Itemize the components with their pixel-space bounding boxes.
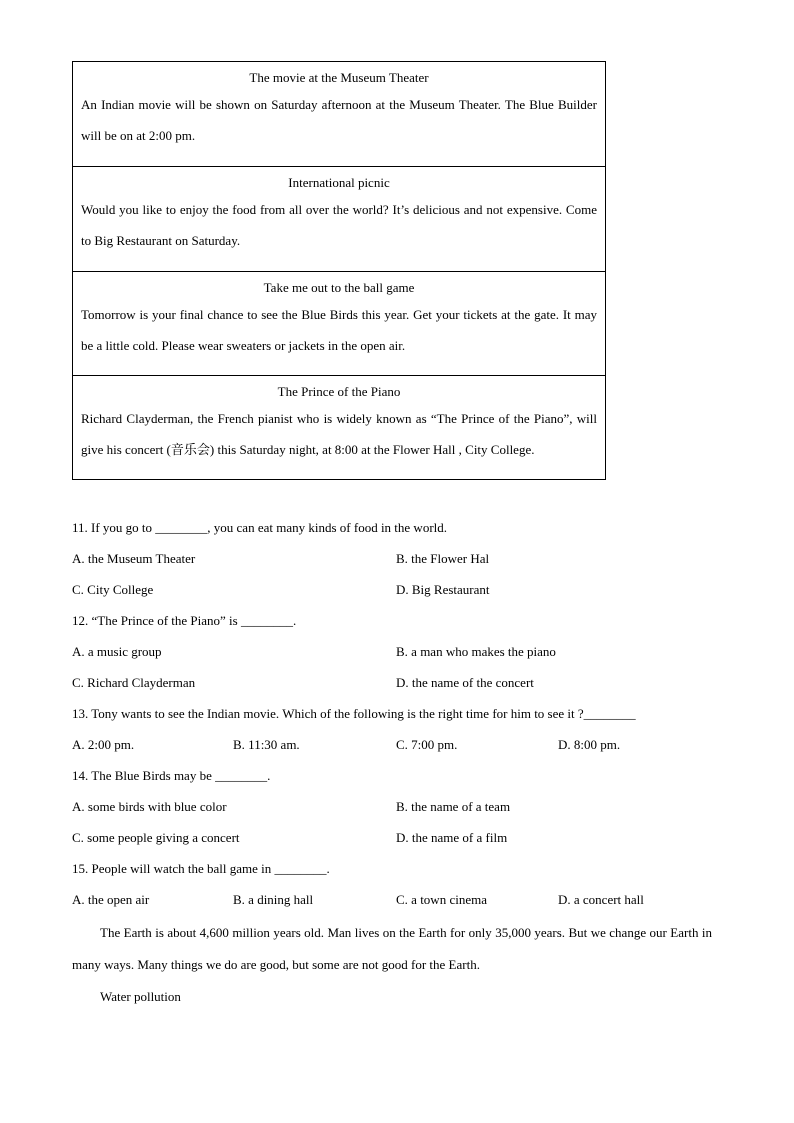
option-row: [72, 791, 712, 822]
option-b[interactable]: B. 11:30 am.: [233, 737, 300, 752]
notice-movie: [73, 62, 605, 166]
question-stem: 11. If you go to ________, you can eat many kinds of food in the world.: [72, 520, 448, 535]
option-c[interactable]: C. some people giving a concert: [72, 830, 240, 845]
option-b[interactable]: B. a dining hall: [233, 892, 314, 907]
option-b[interactable]: B. the name of a team: [396, 799, 511, 814]
notice-table: [72, 61, 606, 480]
notice-picnic: [73, 166, 605, 271]
option-a[interactable]: A. some birds with blue color: [72, 799, 227, 814]
notice-piano: [73, 375, 605, 479]
notice-body: Tomorrow is your final chance to see the Blue Birds this year. Get your tickets at the gate. It may be a little cold. Please wear sweaters or jackets in the open air.: [81, 307, 597, 353]
question-stem: 12. “The Prince of the Piano” is ________.: [72, 613, 297, 628]
option-c[interactable]: C. a town cinema: [396, 892, 487, 907]
passage-paragraph: The Earth is about 4,600 million years old. Man lives on the Earth for only 35,000 years. But we change our Earth in many ways. Many things we do are good, but some are not good for the Earth.: [72, 925, 712, 972]
option-d[interactable]: D. a concert hall: [558, 892, 644, 907]
notice-ball-game: [73, 271, 605, 375]
notice-body: Would you like to enjoy the food from all over the world? It’s delicious and not expensive. Come to Big Restaurant on Saturday.: [81, 202, 597, 248]
reading-passage: [72, 917, 712, 1013]
option-c[interactable]: C. City College: [72, 582, 154, 597]
option-row: [72, 667, 712, 698]
notice-title: The movie at the Museum Theater: [249, 70, 429, 85]
option-b[interactable]: B. the Flower Hal: [396, 551, 490, 566]
option-a[interactable]: A. 2:00 pm.: [72, 737, 135, 752]
option-row: [72, 543, 712, 574]
passage-subheading: Water pollution: [100, 989, 181, 1004]
option-c[interactable]: C. Richard Clayderman: [72, 675, 196, 690]
question-stem: 15. People will watch the ball game in ________.: [72, 861, 330, 876]
option-d[interactable]: D. the name of a film: [396, 830, 508, 845]
option-row: [72, 884, 712, 915]
option-row: [72, 636, 712, 667]
option-c[interactable]: C. 7:00 pm.: [396, 737, 458, 752]
question-stem: 13. Tony wants to see the Indian movie. Which of the following is the right time for him to see it ?________: [72, 706, 636, 721]
option-row: [72, 729, 712, 760]
notice-body: Richard Clayderman, the French pianist who is widely known as “The Prince of the Piano”, will give his concert (音乐会) this Saturday night, at 8:00 at the Flower Hall , City College.: [81, 411, 597, 457]
notice-title: The Prince of the Piano: [277, 384, 401, 399]
option-row: [72, 574, 712, 605]
question-list: [72, 512, 712, 915]
option-b[interactable]: B. a man who makes the piano: [396, 644, 556, 659]
option-a[interactable]: A. the Museum Theater: [72, 551, 196, 566]
question-stem: 14. The Blue Birds may be ________.: [72, 768, 271, 783]
option-d[interactable]: D. the name of the concert: [396, 675, 534, 690]
notice-body: An Indian movie will be shown on Saturday afternoon at the Museum Theater. The Blue Builder will be on at 2:00 pm.: [81, 97, 597, 143]
notice-title: International picnic: [288, 175, 390, 190]
option-d[interactable]: D. Big Restaurant: [396, 582, 490, 597]
option-a[interactable]: A. a music group: [72, 644, 162, 659]
option-d[interactable]: D. 8:00 pm.: [558, 737, 621, 752]
option-row: [72, 822, 712, 853]
notice-title: Take me out to the ball game: [263, 280, 415, 295]
option-a[interactable]: A. the open air: [72, 892, 150, 907]
